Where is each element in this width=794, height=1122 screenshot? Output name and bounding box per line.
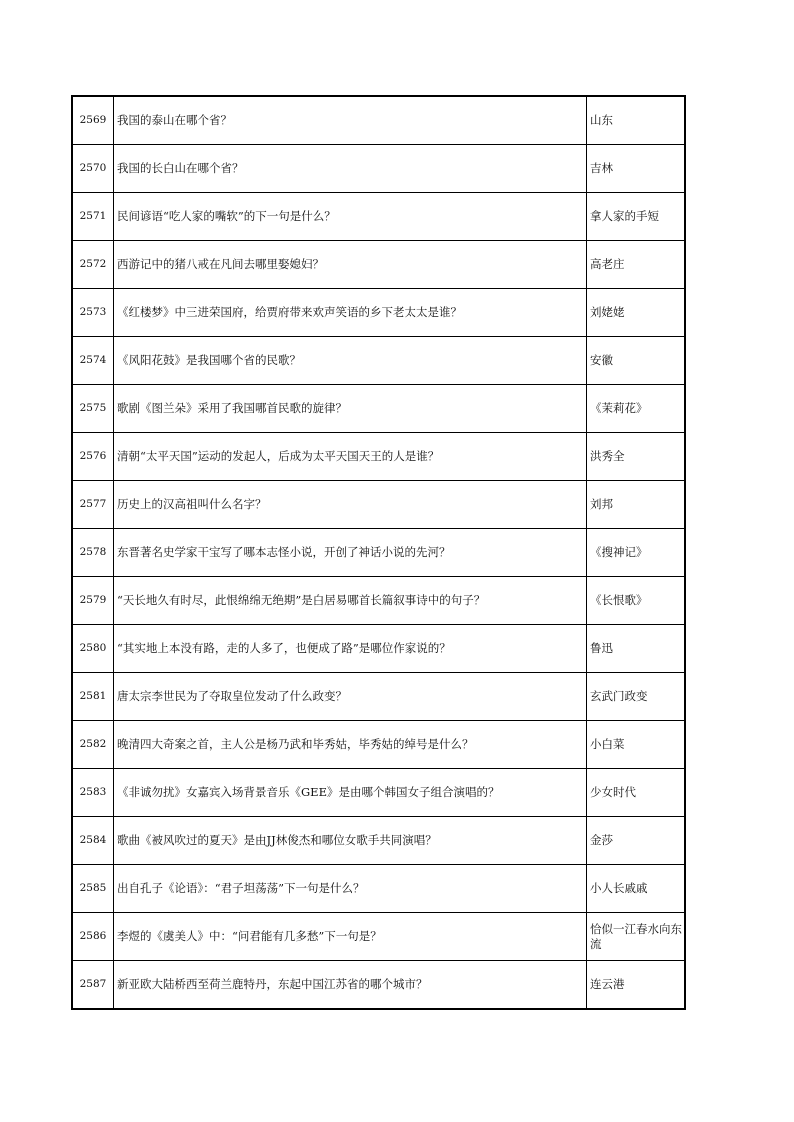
row-number: 2569 — [72, 96, 114, 145]
row-number: 2587 — [72, 961, 114, 1010]
quiz-table-body — [72, 96, 685, 1009]
answer-cell: 恰似一江春水向东流 — [587, 913, 686, 961]
question-cell: 李煜的《虞美人》中：“问君能有几多愁”下一句是？ — [114, 913, 587, 961]
row-number: 2573 — [72, 289, 114, 337]
row-number: 2577 — [72, 481, 114, 529]
table-row — [72, 433, 685, 481]
row-number: 2575 — [72, 385, 114, 433]
row-number: 2581 — [72, 673, 114, 721]
question-cell: 西游记中的猪八戒在凡间去哪里娶媳妇？ — [114, 241, 587, 289]
question-cell: 晚清四大奇案之首，主人公是杨乃武和毕秀姑，毕秀姑的绰号是什么？ — [114, 721, 587, 769]
table-row — [72, 913, 685, 961]
table-row — [72, 385, 685, 433]
answer-cell: 《长恨歌》 — [587, 577, 686, 625]
row-number: 2576 — [72, 433, 114, 481]
answer-cell: 刘邦 — [587, 481, 686, 529]
answer-cell: 少女时代 — [587, 769, 686, 817]
question-cell: 歌曲《被风吹过的夏天》是由JJ林俊杰和哪位女歌手共同演唱？ — [114, 817, 587, 865]
answer-cell: 刘姥姥 — [587, 289, 686, 337]
question-cell: 唐太宗李世民为了夺取皇位发动了什么政变？ — [114, 673, 587, 721]
question-cell: 东晋著名史学家干宝写了哪本志怪小说，开创了神话小说的先河？ — [114, 529, 587, 577]
answer-cell: 玄武门政变 — [587, 673, 686, 721]
question-cell: 清朝“太平天国”运动的发起人，后成为太平天国天王的人是谁？ — [114, 433, 587, 481]
row-number: 2570 — [72, 145, 114, 193]
answer-cell: 连云港 — [587, 961, 686, 1010]
table-row — [72, 337, 685, 385]
answer-cell: 小白菜 — [587, 721, 686, 769]
question-cell: 出自孔子《论语》：“君子坦荡荡”下一句是什么？ — [114, 865, 587, 913]
table-row — [72, 673, 685, 721]
question-cell: 《风阳花鼓》是我国哪个省的民歌？ — [114, 337, 587, 385]
question-cell: “其实地上本没有路，走的人多了，也便成了路”是哪位作家说的？ — [114, 625, 587, 673]
table-row — [72, 96, 685, 145]
table-row — [72, 625, 685, 673]
table-row — [72, 481, 685, 529]
answer-cell: 安徽 — [587, 337, 686, 385]
question-cell: 新亚欧大陆桥西至荷兰鹿特丹，东起中国江苏省的哪个城市？ — [114, 961, 587, 1010]
table-row — [72, 529, 685, 577]
answer-cell: 鲁迅 — [587, 625, 686, 673]
row-number: 2579 — [72, 577, 114, 625]
question-cell: “天长地久有时尽，此恨绵绵无绝期”是白居易哪首长篇叙事诗中的句子？ — [114, 577, 587, 625]
answer-cell: 山东 — [587, 96, 686, 145]
table-row — [72, 817, 685, 865]
row-number: 2582 — [72, 721, 114, 769]
answer-cell: 拿人家的手短 — [587, 193, 686, 241]
row-number: 2583 — [72, 769, 114, 817]
question-cell: 歌剧《图兰朵》采用了我国哪首民歌的旋律？ — [114, 385, 587, 433]
row-number: 2585 — [72, 865, 114, 913]
table-row — [72, 721, 685, 769]
row-number: 2578 — [72, 529, 114, 577]
row-number: 2571 — [72, 193, 114, 241]
row-number: 2586 — [72, 913, 114, 961]
question-cell: 民间谚语“吃人家的嘴软”的下一句是什么？ — [114, 193, 587, 241]
table-row — [72, 961, 685, 1010]
table-row — [72, 241, 685, 289]
answer-cell: 《搜神记》 — [587, 529, 686, 577]
table-row — [72, 145, 685, 193]
question-cell: 我国的泰山在哪个省？ — [114, 96, 587, 145]
row-number: 2572 — [72, 241, 114, 289]
answer-cell: 吉林 — [587, 145, 686, 193]
table-row — [72, 577, 685, 625]
question-cell: 我国的长白山在哪个省？ — [114, 145, 587, 193]
answer-cell: 金莎 — [587, 817, 686, 865]
table-row — [72, 289, 685, 337]
row-number: 2584 — [72, 817, 114, 865]
answer-cell: 洪秀全 — [587, 433, 686, 481]
row-number: 2574 — [72, 337, 114, 385]
question-cell: 《非诚勿扰》女嘉宾入场背景音乐《GEE》是由哪个韩国女子组合演唱的？ — [114, 769, 587, 817]
question-cell: 《红楼梦》中三进荣国府，给贾府带来欢声笑语的乡下老太太是谁？ — [114, 289, 587, 337]
table-row — [72, 769, 685, 817]
table-row — [72, 193, 685, 241]
question-cell: 历史上的汉高祖叫什么名字？ — [114, 481, 587, 529]
quiz-table — [71, 95, 686, 1010]
answer-cell: 小人长戚戚 — [587, 865, 686, 913]
row-number: 2580 — [72, 625, 114, 673]
answer-cell: 《茉莉花》 — [587, 385, 686, 433]
answer-cell: 高老庄 — [587, 241, 686, 289]
table-row — [72, 865, 685, 913]
